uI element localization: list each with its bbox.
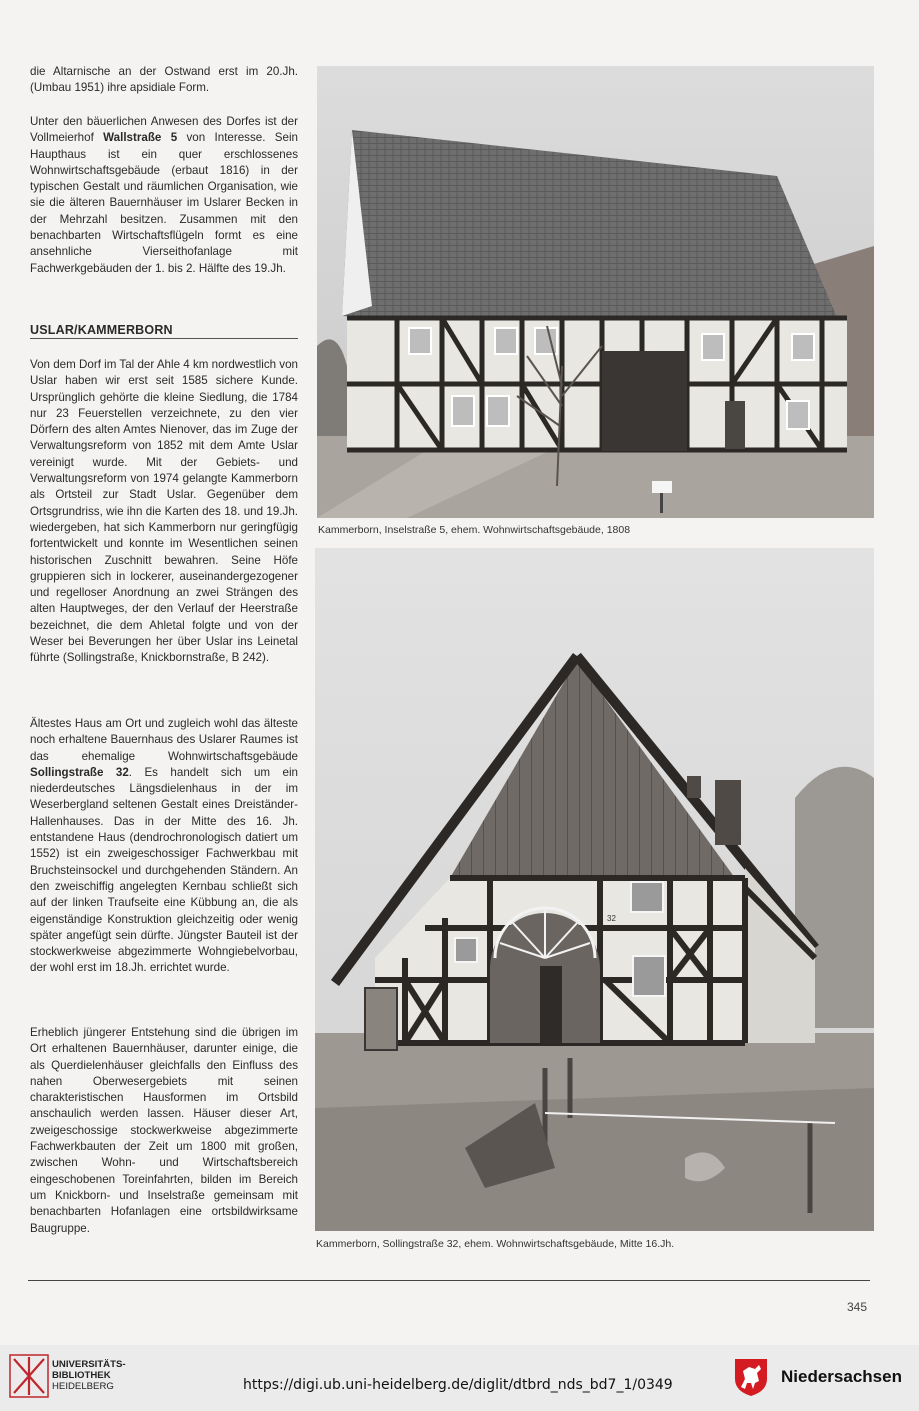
paragraph-text: Ältestes Haus am Ort und zugleich wohl das älteste noch erhaltene Bauernhaus des Uslarer Raumes ist das ehemalige Wohnwirtschaftsgebäude [30,717,298,763]
photo-illustration [315,548,874,1231]
paragraph-altarnische: die Altarnische an der Ostwand erst im 20.Jh. (Umbau 1951) ihre apsidiale Form. [30,65,298,95]
paragraph-text: von Interesse. Sein Haupthaus ist ein quer erschlossenes Wohnwirtschaftsgebäude (erbaut 1816) in der typischen Gestalt und räumlichen Organisation, wie sie die älteren Bauernhäuser im Uslarer Becken in der Mehrzahl besitzen. Zusammen mit den benachbarten Wirtschaftsflügeln formt es eine ansehnliche Vierseithofanlage mit Fachwerkgebäuden der 1. bis 2. Hälfte des 19.Jh. [30,131,298,275]
paragraph-sollingstrasse [30,716,298,977]
library-line-3: HEIDELBERG [52,1381,114,1392]
photo-caption: Kammerborn, Inselstraße 5, ehem. Wohnwirtschaftsgebäude, 1808 [318,524,631,536]
paragraph-history: Von dem Dorf im Tal der Ahle 4 km nordwestlich von Uslar haben wir erst seit 1585 sichere Kunde. Ursprünglich gehörte die kleine Siedlung, die 1784 nur 23 Feuerstellen verzeichnete, zu den vier Dörfern des alten Amtes Nienover, das im Zuge der Verwaltungsreform von 1852 mit dem Amte Uslar vereinigt wurde. Mit der Gebiets- und Verwaltungsreform von 1974 gelangte Kammerborn als Ortsteil zur Stadt Uslar. Gegenüber dem Ortsgrundriss, wie ihn die Karten des 18. und 19.Jh. wiedergeben, hat sich Kammerborn nur geringfügig fortentwickelt und konnte im Wesentlichen seinen historischen Zuschnitt bewahren. Seine Höfe gruppieren sich in lockerer, auseinandergezogener und regelloser Anordnung an zwei Strängen des alten Hauptweges, der den Verlauf der Heerstraße bezeichnet, die dem Ahletal folgte und von der Weser bei Beverungen her über Uslar ins Leinetal führte (Sollingstraße, Knickbornstraße, B 242). [30,358,298,665]
paragraph-wallstrasse [30,114,298,277]
street-name-sollingstrasse: Sollingstraße 32 [30,765,129,779]
paragraph-text: . Es handelt sich um ein niederdeutsches Längsdielenhaus in der im Weserbergland seltenen Gestalt eines Dreiständer-Hallenhauses. Das in der Mitte des 16. Jh. entstandene Haus (dendrochronologisch datiert um 1552) ist ein zweigeschossiger Fachwerkbau mit Bruchsteinsockel und durchgehenden Ständern. An den zweischiffig angelegten Kernbau schließt sich auf der linken Traufseite eine Kübbung an, die als eigenständige Konstruktion gleichzeitig oder wenig später angefügt sein dürfte. Jüngster Bauteil ist der stockwerkweise abgezimmerte Wohngiebelvorbau, der wohl erst im 18.Jh. errichtet wurde. [30,765,298,975]
library-line-2: BIBLIOTHEK [52,1370,111,1381]
library-line-1: UNIVERSITÄTS- [52,1359,126,1370]
section-heading: USLAR/KAMMERBORN [30,323,298,339]
university-library-name[interactable] [52,1359,126,1392]
page-number: 345 [846,1300,867,1314]
lower-saxony-horse-emblem-icon[interactable] [733,1357,769,1397]
photo-caption: Kammerborn, Sollingstraße 32, ehem. Wohnwirtschaftsgebäude, Mitte 16.Jh. [316,1238,675,1250]
permalink-url[interactable]: https://digi.ub.uni-heidelberg.de/diglit/dtbrd_nds_bd7_1/0349 [243,1377,673,1393]
house-number: 32 [607,914,616,923]
university-library-logo-icon[interactable] [8,1353,50,1399]
paragraph-querdielenhaeuser: Erheblich jüngerer Entstehung sind die übrigen im Ort erhaltenen Bauernhäuser, darunter einige, die als Querdielenhäuser gleichfalls den Einfluss des nahen Oberwesergebiets mit seinen charakteristischen Hausformen im Ortsbild anschaulich werden lassen. Häuser dieser Art, zweigeschossige stockwerkweise abgezimmerte Fachwerkbauten der Zeit um 1800 mit großen, zwischen Wohn- und Wirtschaftsbereich eingeschobenen Toreinfahrten, bilden im Bereich um Knickborn- und Inselstraße gemeinsam mit benachbarten Hofanlagen eine ortsbildwirksame Baugruppe. [30,1026,298,1235]
photo-inselstrasse-5 [317,66,874,518]
paragraph-text: Unter den bäuerlichen Anwesen des Dorfes ist der Vollmeierhof [30,115,298,145]
photo-sollingstrasse-32 [315,548,874,1231]
footer-rule [28,1280,870,1281]
street-name-wallstrasse: Wallstraße 5 [103,131,178,145]
region-name[interactable]: Niedersachsen [781,1367,902,1386]
viewer-footer [0,1345,919,1411]
photo-illustration [317,66,874,518]
